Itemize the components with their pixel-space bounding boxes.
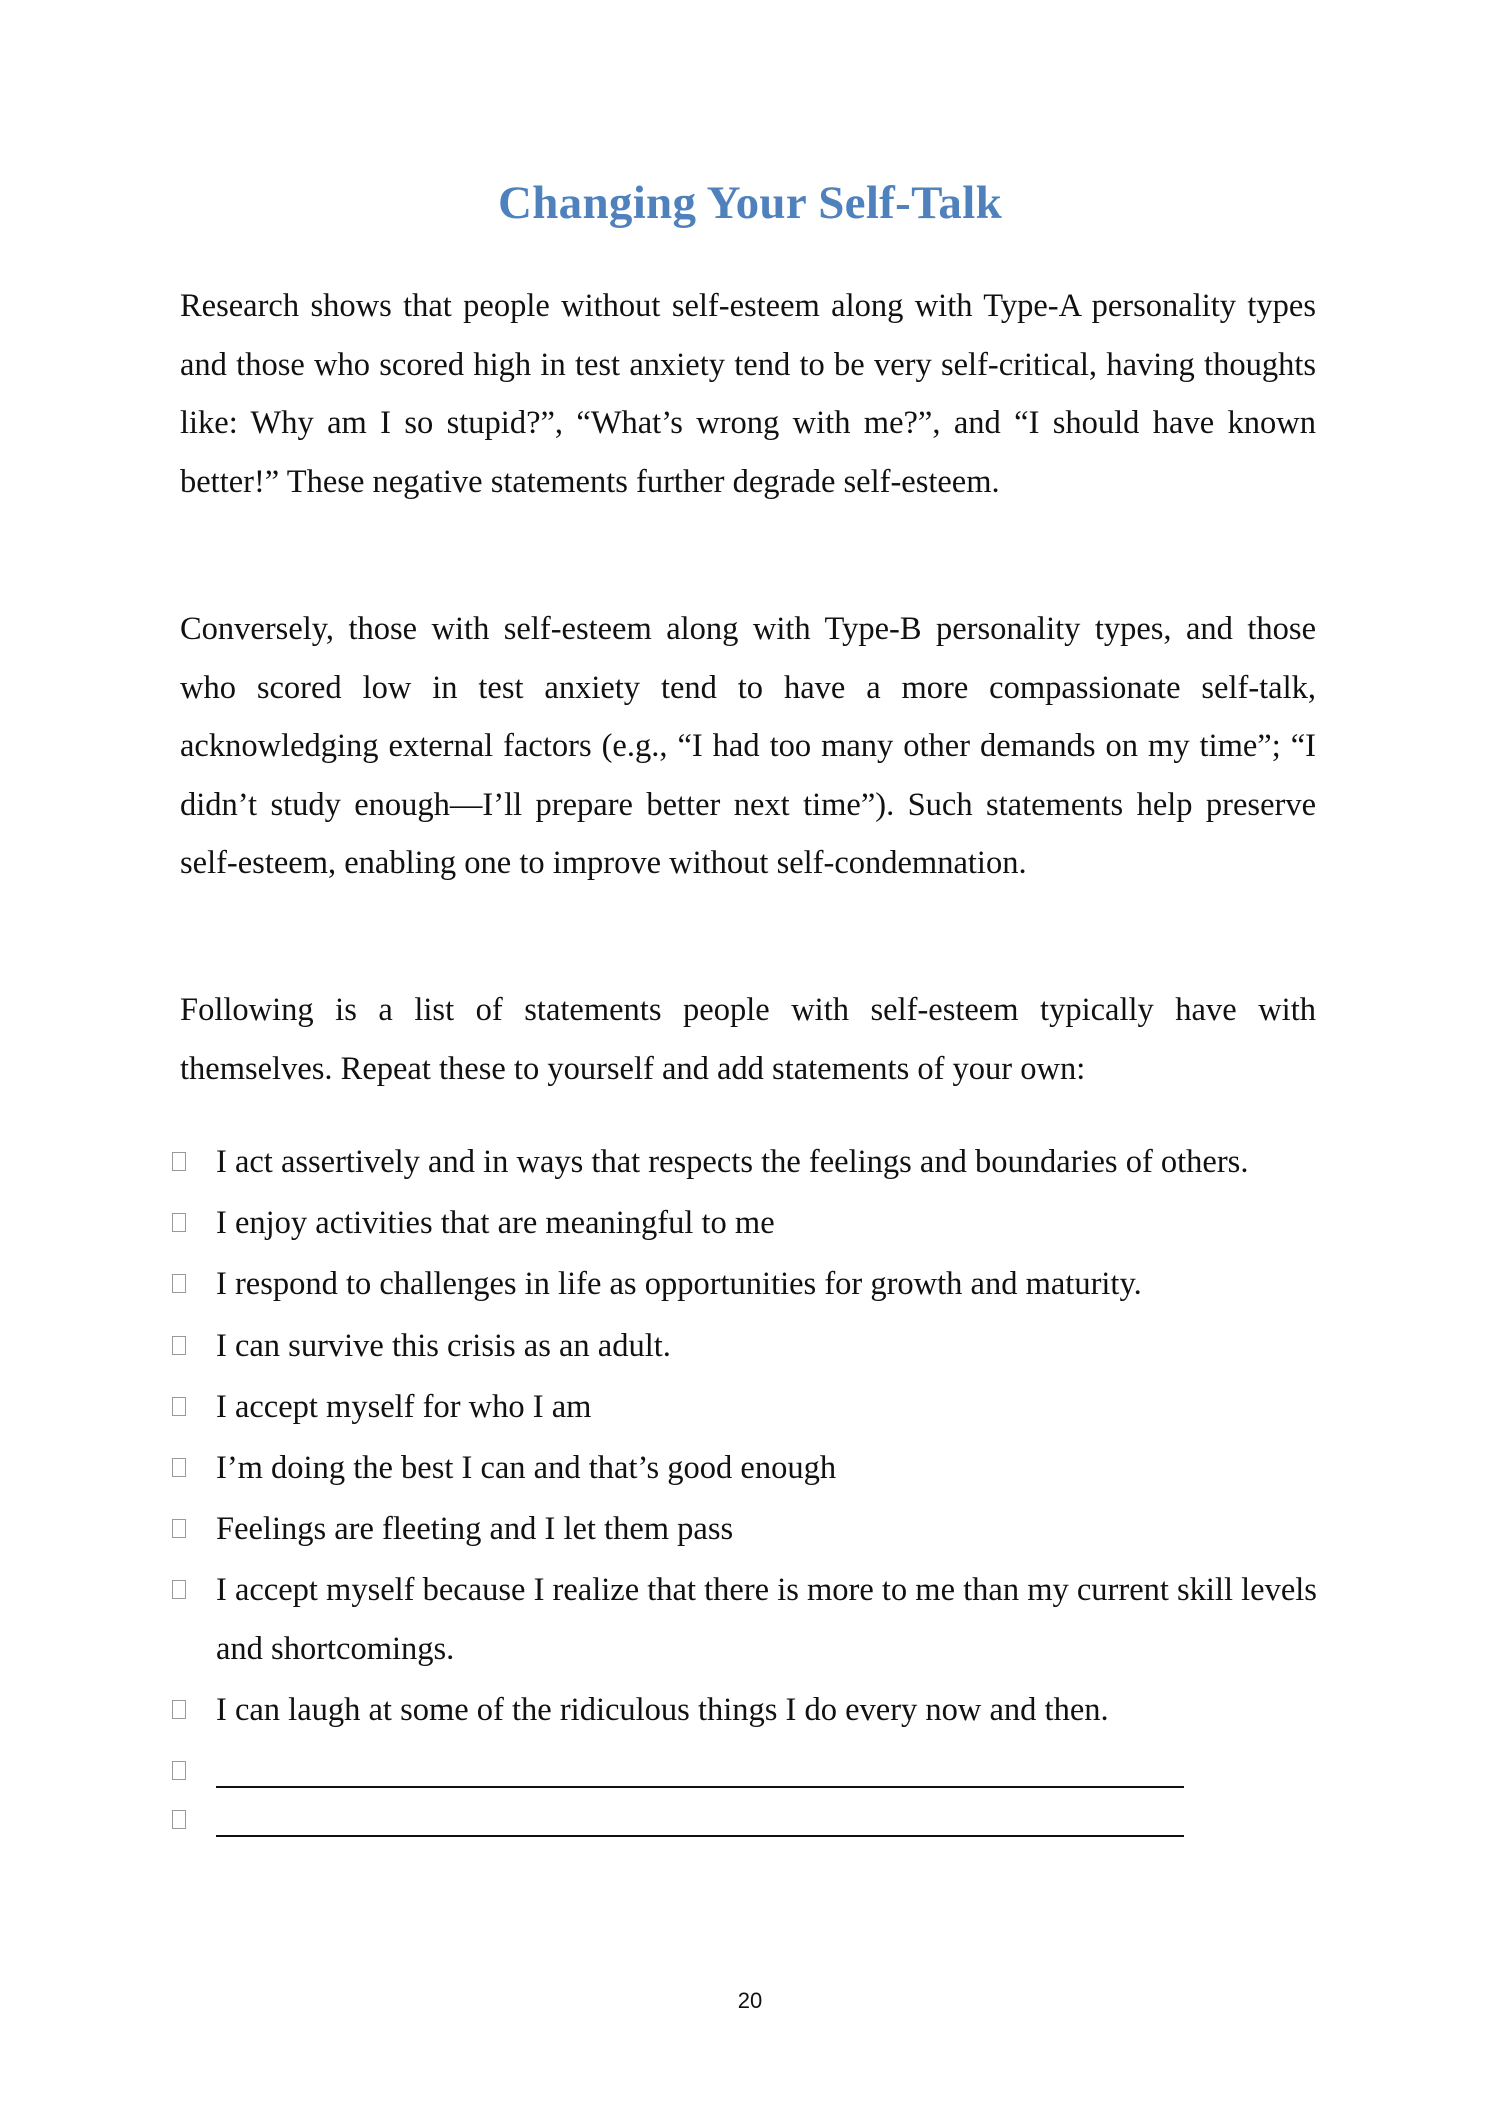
- list-item: [170, 1255, 1340, 1314]
- statement-text: I accept myself for who I am: [216, 1388, 592, 1425]
- statement-text: I can laugh at some of the ridiculous things I do every now and then.: [216, 1692, 1109, 1729]
- checkbox-icon[interactable]: [172, 1519, 186, 1538]
- list-item-blank: [170, 1742, 1340, 1788]
- list-item: [170, 1317, 1340, 1376]
- paragraph-list-intro: Following is a list of statements people with self-esteem typically have with themselves. Repeat these to yourself and add statements of your own:: [180, 992, 1316, 1087]
- statement-text: I can survive this crisis as an adult.: [216, 1327, 671, 1364]
- list-item-blank: [170, 1791, 1340, 1837]
- page-title: Changing Your Self-Talk: [497, 177, 1003, 229]
- checkbox-icon[interactable]: [172, 1458, 186, 1477]
- checkbox-icon[interactable]: [172, 1700, 186, 1719]
- checkbox-icon[interactable]: [172, 1152, 186, 1171]
- list-item: [170, 1194, 1340, 1253]
- blank-write-in-line[interactable]: [216, 1742, 1184, 1788]
- checkbox-icon[interactable]: [172, 1810, 186, 1829]
- statement-text: I respond to challenges in life as opportunities for growth and maturity.: [216, 1266, 1142, 1303]
- list-item: [170, 1561, 1340, 1678]
- statement-text: I accept myself because I realize that there is more to me than my current skill levels and shortcomings.: [216, 1572, 1317, 1667]
- list-item: [170, 1439, 1340, 1498]
- checkbox-icon[interactable]: [172, 1274, 186, 1293]
- statement-checklist: [170, 1133, 1340, 1839]
- statement-text: I enjoy activities that are meaningful to me: [216, 1205, 775, 1242]
- paragraph-self-critical: Research shows that people without self-esteem along with Type-A personality types and those who scored high in test anxiety tend to be very self-critical, having thoughts like: Why am I so stupid?”, “What’s wrong with me?”, and “I should have known better!” These negative statements further degrade self-esteem.: [180, 288, 1316, 500]
- statement-text: I act assertively and in ways that respects the feelings and boundaries of others.: [216, 1144, 1249, 1180]
- checkbox-icon[interactable]: [172, 1580, 186, 1599]
- statement-text: Feelings are fleeting and I let them pass: [216, 1511, 734, 1548]
- page-number: 20: [737, 1988, 763, 2013]
- checkbox-icon[interactable]: [172, 1397, 186, 1416]
- checkbox-icon[interactable]: [172, 1761, 186, 1780]
- list-item: [170, 1133, 1340, 1192]
- list-item: [170, 1500, 1340, 1559]
- blank-write-in-line[interactable]: [216, 1791, 1184, 1837]
- checkbox-icon[interactable]: [172, 1213, 186, 1232]
- paragraph-compassionate: Conversely, those with self-esteem along with Type-B personality types, and those who scored low in test anxiety tend to have a more compassionate self-talk, acknowledging external factors (e.g., “I had too many other demands on my time”; “I didn’t study enough—I’ll prepare better next time”). Such statements help preserve self-esteem, enabling one to improve without self-condemnation.: [180, 611, 1316, 882]
- checkbox-icon[interactable]: [172, 1336, 186, 1355]
- statement-text: I’m doing the best I can and that’s good enough: [216, 1449, 837, 1486]
- list-item: [170, 1378, 1340, 1437]
- list-item: [170, 1681, 1340, 1740]
